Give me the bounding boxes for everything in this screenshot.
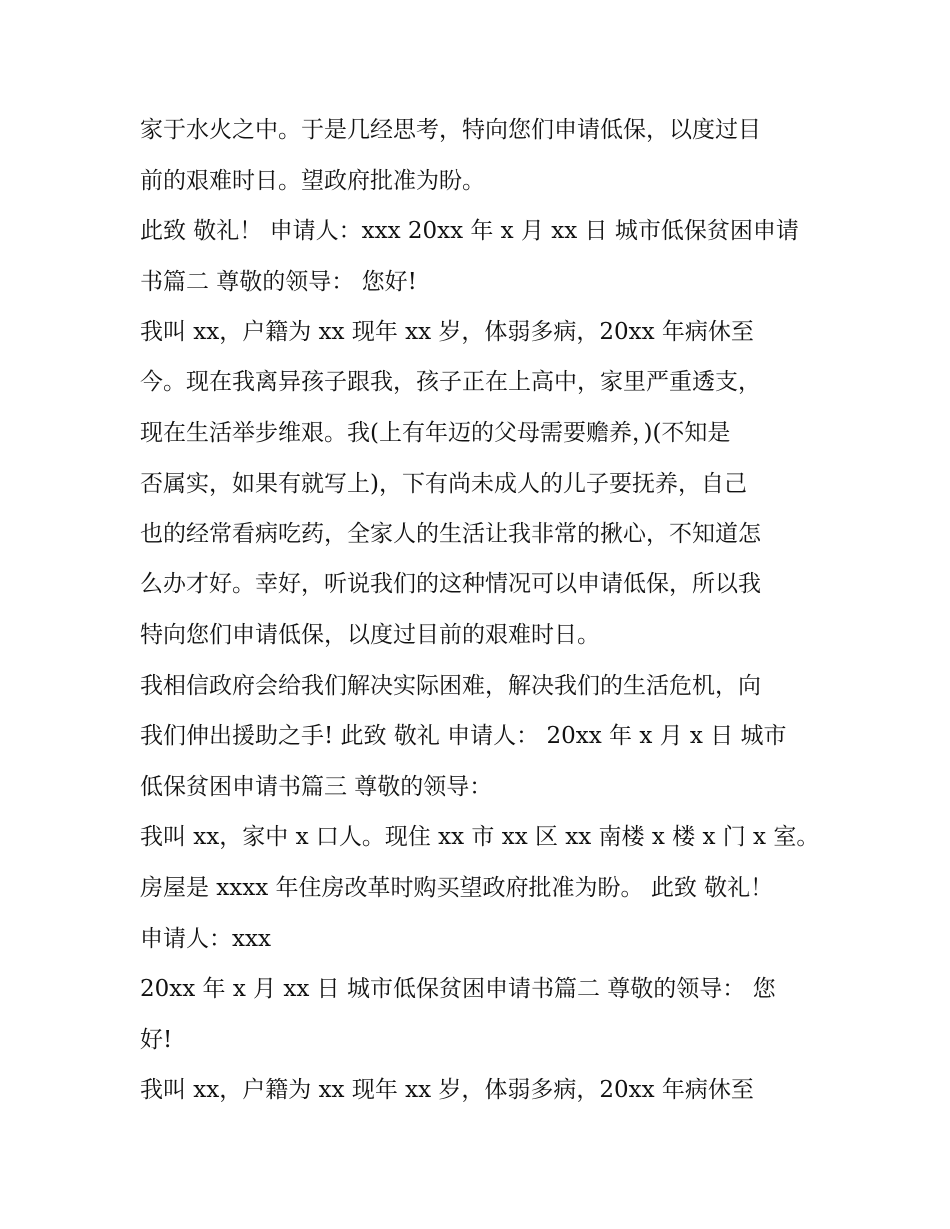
text-line: 低保贫困申请书篇三 尊敬的领导： [140,774,493,800]
text-line: 前的艰难时日。望政府批准为盼。 [140,168,485,194]
text-line: 我叫 xx，家中 x 口人。现住 xx 市 xx 区 xx 南楼 x 楼 x 门 x 室。 [140,824,820,850]
text-line: 20xx 年 x 月 xx 日 城市低保贫困申请书篇二 尊敬的领导： 您 [140,976,776,1002]
text-line: 申请人：xxx [140,926,271,952]
text-line: 家于水火之中。于是几经思考，特向您们申请低保，以度过目 [140,117,761,143]
text-line: 也的经常看病吃药，全家人的生活让我非常的揪心，不知道怎 [140,521,761,547]
text-line: 否属实，如果有就写上)，下有尚未成人的儿子要抚养，自己 [140,471,747,497]
text-line: 么办才好。幸好，听说我们的这种情况可以申请低保，所以我 [140,571,761,597]
text-line: 此致 敬礼！ 申请人：xxx 20xx 年 x 月 xx 日 城市低保贫困申请 [140,218,799,244]
text-line: 特向您们申请低保，以度过目前的艰难时日。 [140,622,600,648]
text-line: 我叫 xx，户籍为 xx 现年 xx 岁，体弱多病，20xx 年病休至 [140,1077,754,1103]
text-line: 今。现在我离异孩子跟我，孩子正在上高中，家里严重透支， [140,369,761,395]
text-line: 我叫 xx，户籍为 xx 现年 xx 岁，体弱多病，20xx 年病休至 [140,319,754,345]
text-line: 书篇二 尊敬的领导： 您好! [140,269,417,295]
text-line: 好! [140,1027,173,1053]
text-line: 我相信政府会给我们解决实际困难，解决我们的生活危机，向 [140,673,761,699]
text-line: 我们伸出援助之手! 此致 敬礼 申请人： 20xx 年 x 月 x 日 城市 [140,723,787,749]
text-line: 房屋是 xxxx 年住房改革时购买望政府批准为盼。 此致 敬礼！ [140,875,774,901]
text-line: 现在生活举步维艰。我(上有年迈的父母需要赡养，)(不知是 [140,420,731,446]
